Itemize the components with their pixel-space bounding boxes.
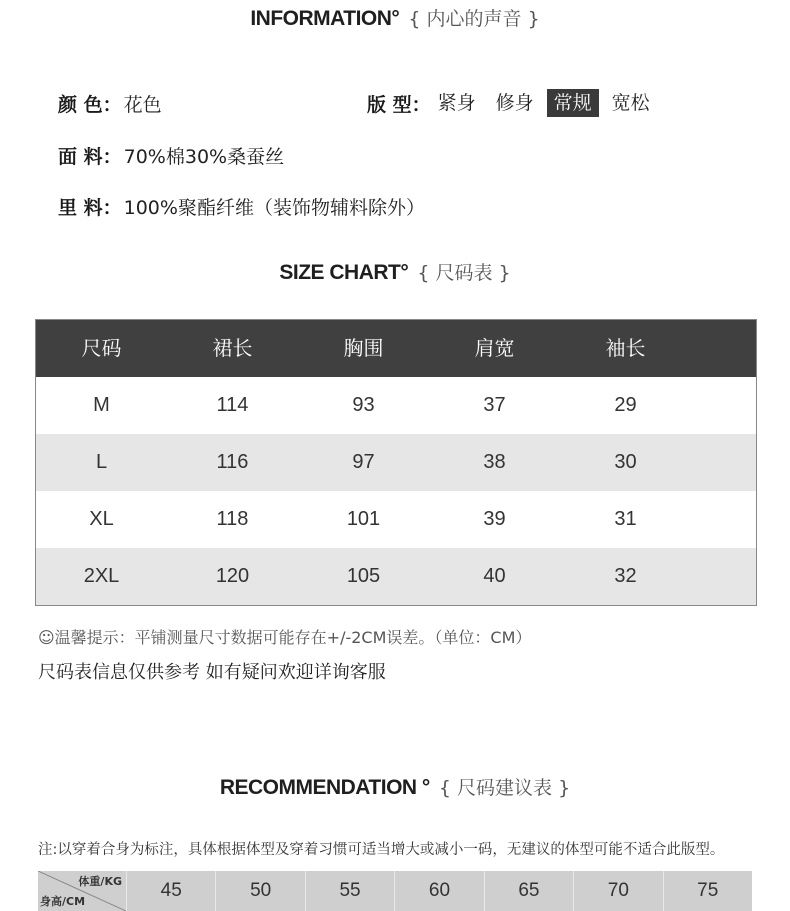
size-chart-title-cn: { 尺码表 }: [417, 262, 511, 284]
table-cell: 31: [614, 508, 637, 530]
table-cell: 118: [216, 508, 249, 530]
fit-option-regular: 常规: [547, 89, 599, 117]
header-dress-length: 裙长: [212, 336, 253, 360]
color-row: [58, 90, 162, 117]
fit-option-loose: 宽松: [611, 92, 650, 114]
reference-note: 尺码表信息仅供参考 如有疑问欢迎详询客服: [38, 662, 386, 683]
size-chart-header: [0, 258, 790, 285]
table-cell: 38: [483, 451, 506, 473]
color-label: 颜 色：: [58, 94, 122, 116]
table-cell: 97: [352, 451, 375, 473]
header-shoulder: 肩宽: [474, 336, 515, 360]
table-cell: 93: [352, 394, 375, 416]
fit-option-tight: 紧身: [437, 92, 476, 114]
recommendation-corner-cell: [38, 871, 127, 911]
information-title-cn: { 内心的声音 }: [408, 8, 540, 30]
recommendation-title-cn: { 尺码建议表 }: [438, 777, 571, 799]
recommendation-note: 注:以穿着合身为标注，具体根据体型及穿着习惯可适当增大或减小一码，无建议的体型可能不适合此版型。: [38, 842, 725, 858]
fabric-value: 70%棉30%桑蚕丝: [123, 146, 285, 168]
table-cell: 2XL: [83, 565, 120, 587]
fabric-label: 面 料：: [58, 146, 122, 168]
information-header: [0, 4, 790, 31]
height-axis-label: 身高/CM: [40, 895, 86, 908]
fit-label: 版 型：: [367, 93, 431, 116]
header-size: 尺码: [81, 336, 122, 360]
weight-header-cell: 65: [485, 871, 574, 911]
information-title-en: INFORMATION°: [250, 7, 400, 30]
table-cell: M: [93, 394, 110, 416]
weight-header-cell: 45: [127, 871, 216, 911]
header-bust: 胸围: [343, 336, 384, 360]
table-row: [36, 491, 756, 548]
weight-header-cell: 50: [216, 871, 305, 911]
recommendation-header: [0, 773, 790, 800]
table-cell: L: [95, 451, 108, 473]
table-row: [36, 377, 756, 434]
table-cell: 101: [346, 508, 381, 530]
weight-axis-label: 体重/KG: [78, 875, 122, 888]
table-cell: 29: [614, 394, 637, 416]
lining-label: 里 料：: [58, 197, 122, 219]
size-chart-title-en: SIZE CHART°: [279, 261, 409, 284]
table-cell: 120: [215, 565, 250, 587]
table-row: [36, 548, 756, 605]
weight-header-cell: 60: [395, 871, 484, 911]
lining-row: [58, 193, 425, 220]
recommendation-title-en: RECOMMENDATION °: [219, 776, 430, 799]
measurement-tip: ☺温馨提示：平铺测量尺寸数据可能存在+/-2CM误差。（单位：CM）: [38, 628, 532, 647]
size-table: [35, 319, 757, 606]
recommendation-table: [38, 871, 752, 911]
weight-header-cell: 70: [574, 871, 663, 911]
lining-value: 100%聚酯纤维（装饰物辅料除外）: [123, 197, 425, 219]
fit-row: [367, 89, 663, 117]
table-cell: 105: [346, 565, 381, 587]
table-cell: 39: [483, 508, 506, 530]
table-cell: 40: [483, 565, 506, 587]
size-table-header-row: [36, 320, 756, 377]
fabric-row: [58, 142, 284, 169]
table-cell: 116: [216, 451, 249, 473]
table-cell: 37: [483, 394, 506, 416]
color-value: 花色: [123, 94, 162, 116]
table-cell: 30: [614, 451, 637, 473]
fit-option-slim: 修身: [495, 92, 534, 114]
table-cell: XL: [89, 508, 114, 530]
weight-header-cell: 75: [697, 880, 719, 901]
table-cell: 32: [614, 565, 637, 587]
header-sleeve: 袖长: [605, 336, 646, 360]
weight-header-cell: 55: [306, 871, 395, 911]
table-row: [36, 434, 756, 491]
table-cell: 114: [216, 394, 249, 416]
